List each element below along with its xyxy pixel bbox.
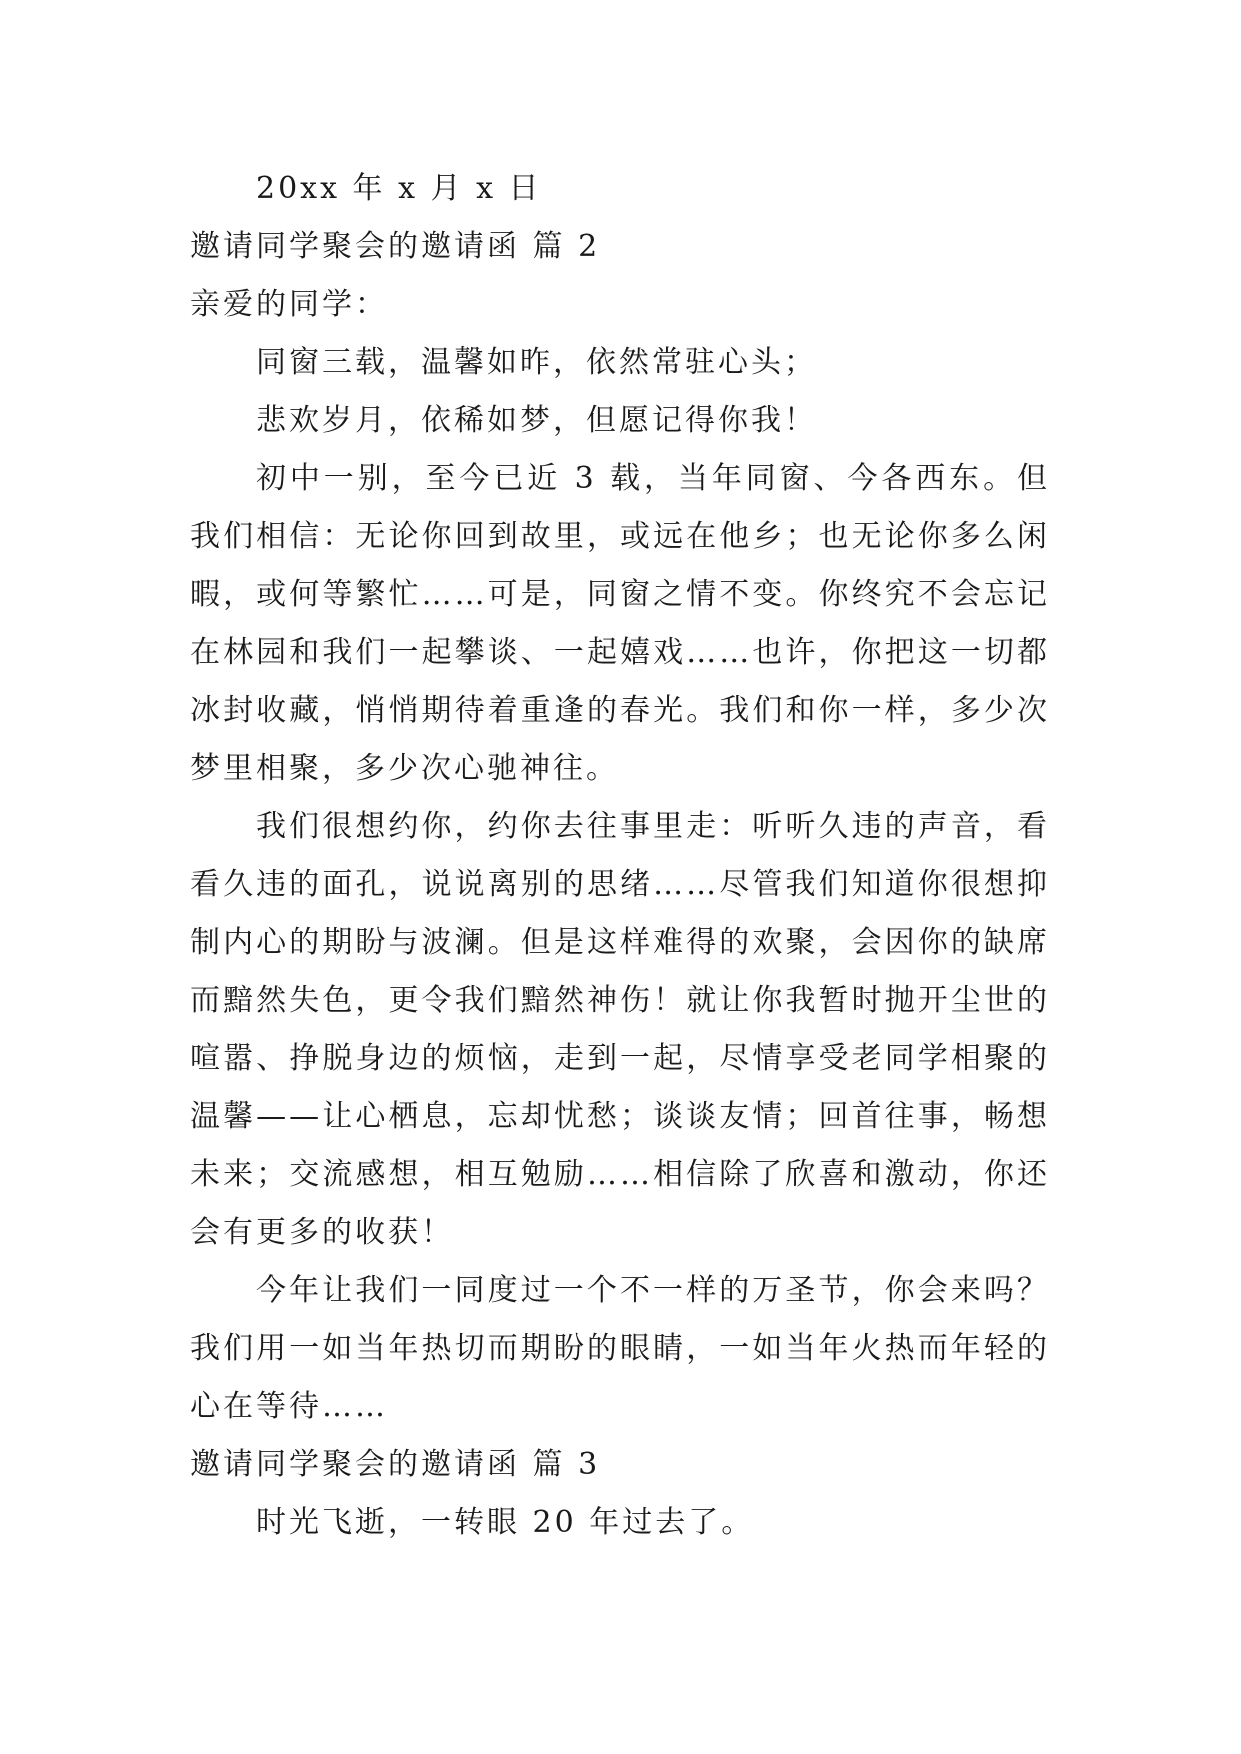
verse-line-2: 悲欢岁月，依稀如梦，但愿记得你我！	[256, 403, 817, 438]
document-body	[190, 160, 1050, 1552]
paragraph-3: 今年让我们一同度过一个不一样的万圣节，你会来吗？我们用一如当年热切而期盼的眼睛，一如当年火热而年轻的心在等待……	[190, 1273, 1050, 1424]
verse-line-1: 同窗三载，温馨如昨，依然常驻心头；	[256, 345, 817, 380]
section-heading-2: 邀请同学聚会的邀请函 篇 2	[190, 229, 601, 264]
salutation: 亲爱的同学：	[190, 287, 388, 322]
paragraph-4: 时光飞逝，一转眼 20 年过去了。	[256, 1505, 755, 1540]
paragraph-1: 初中一别，至今已近 3 载，当年同窗、今各西东。但我们相信：无论你回到故里，或远在他乡；也无论你多么闲暇，或何等繁忙……可是，同窗之情不变。你终究不会忘记在林园和我们一起攀谈、一起嬉戏……也许，你把这一切都冰封收藏，悄悄期待着重逢的春光。我们和你一样，多少次梦里相聚，多少次心驰神往。	[190, 461, 1050, 786]
paragraph-2: 我们很想约你，约你去往事里走：听听久违的声音，看看久违的面孔，说说离别的思绪……尽管我们知道你很想抑制内心的期盼与波澜。但是这样难得的欢聚，会因你的缺席而黯然失色，更令我们黯然神伤！就让你我暂时抛开尘世的喧嚣、挣脱身边的烦恼，走到一起，尽情享受老同学相聚的温馨——让心栖息，忘却忧愁；谈谈友情；回首往事，畅想未来；交流感想，相互勉励……相信除了欣喜和激动，你还会有更多的收获！	[190, 809, 1050, 1250]
section-heading-3: 邀请同学聚会的邀请函 篇 3	[190, 1447, 601, 1482]
date-line: 20xx 年 x 月 x 日	[256, 171, 542, 206]
